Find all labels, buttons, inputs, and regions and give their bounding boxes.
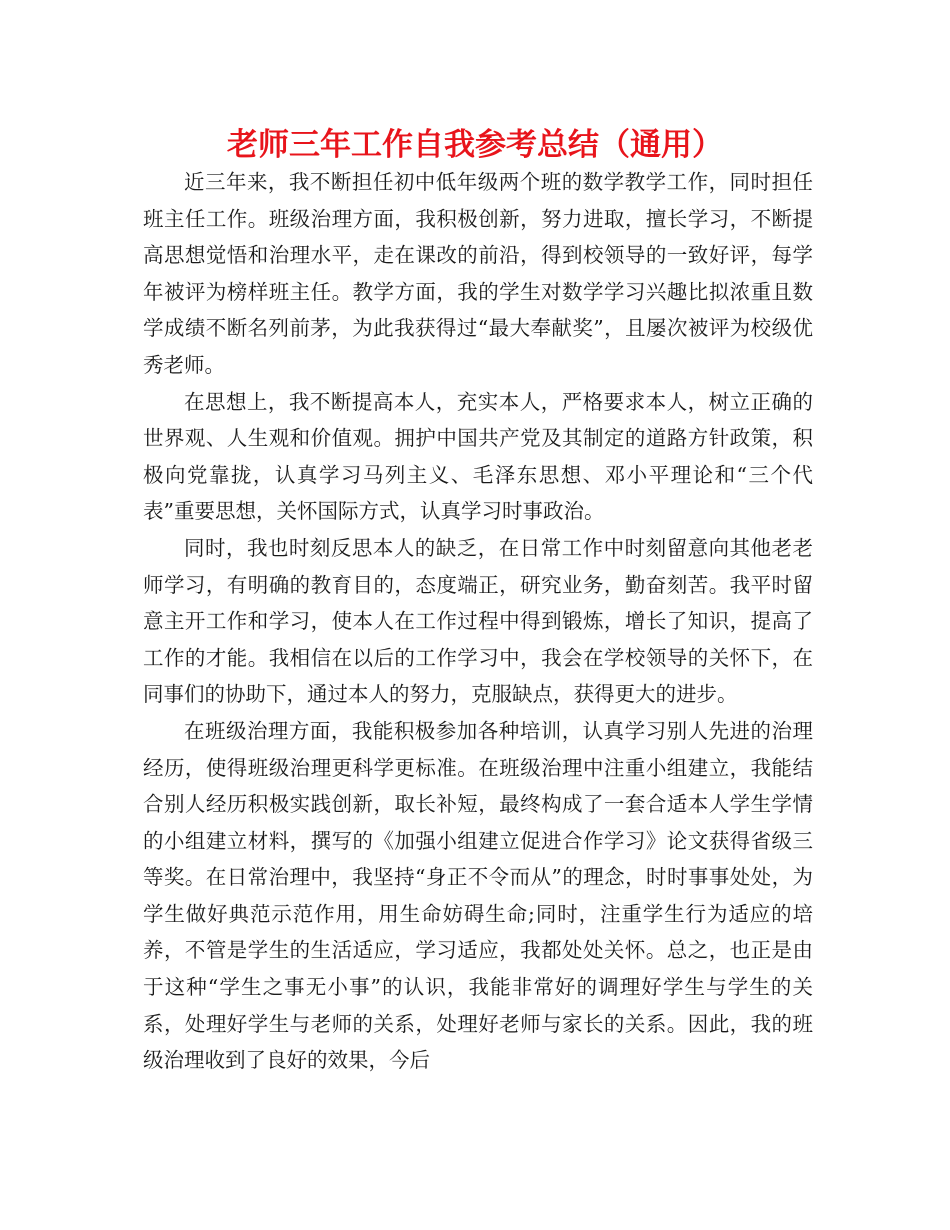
paragraph-4: 在班级治理方面，我能积极参加各种培训，认真学习别人先进的治理经历，使得班级治理更科学更标准。在班级治理中注重小组建立，我能结合别人经历积极实践创新，取长补短，最终构成了一套合适本人学生学情的小组建立材料，撰写的《加强小组建立促进合作学习》论文获得省级三等奖。在日常治理中，我坚持“身正不令而从”的理念，时时事事处处，为学生做好典范示范作用，用生命妨碍生命;同时，注重学生行为适应的培养，不管是学生的生活适应，学习适应，我都处处关怀。总之，也正是由于这种“学生之事无小事”的认识，我能非常好的调理好学生与学生的关系，处理好学生与老师的关系，处理好老师与家长的关系。因此，我的班级治理收到了良好的效果，今后 [143,718,813,1073]
paragraph-1: 近三年来，我不断担任初中低年级两个班的数学教学工作，同时担任班主任工作。班级治理方面，我积极创新，努力进取，擅长学习，不断提高思想觉悟和治理水平，走在课改的前沿，得到校领导的一致好评，每学年被评为榜样班主任。教学方面，我的学生对数学学习兴趣比拟浓重且数学成绩不断名列前茅，为此我获得过“最大奉献奖”，且屡次被评为校级优秀老师。 [143,170,813,377]
document-title: 老师三年工作自我参考总结（通用） [227,127,723,163]
paragraph-2: 在思想上，我不断提高本人，充实本人，严格要求本人，树立正确的世界观、人生观和价值观。拥护中国共产党及其制定的道路方针政策，积极向党靠拢，认真学习马列主义、毛泽东思想、邓小平理论和“三个代表”重要思想，关怀国际方式，认真学习时事政治。 [143,389,813,524]
paragraph-3: 同时，我也时刻反思本人的缺乏，在日常工作中时刻留意向其他老老师学习，有明确的教育目的，态度端正，研究业务，勤奋刻苦。我平时留意主开工作和学习，使本人在工作过程中得到锻炼，增长了知识，提高了工作的才能。我相信在以后的工作学习中，我会在学校领导的关怀下，在同事们的协助下，通过本人的努力，克服缺点，获得更大的进步。 [143,535,813,707]
document-body [143,164,813,1079]
